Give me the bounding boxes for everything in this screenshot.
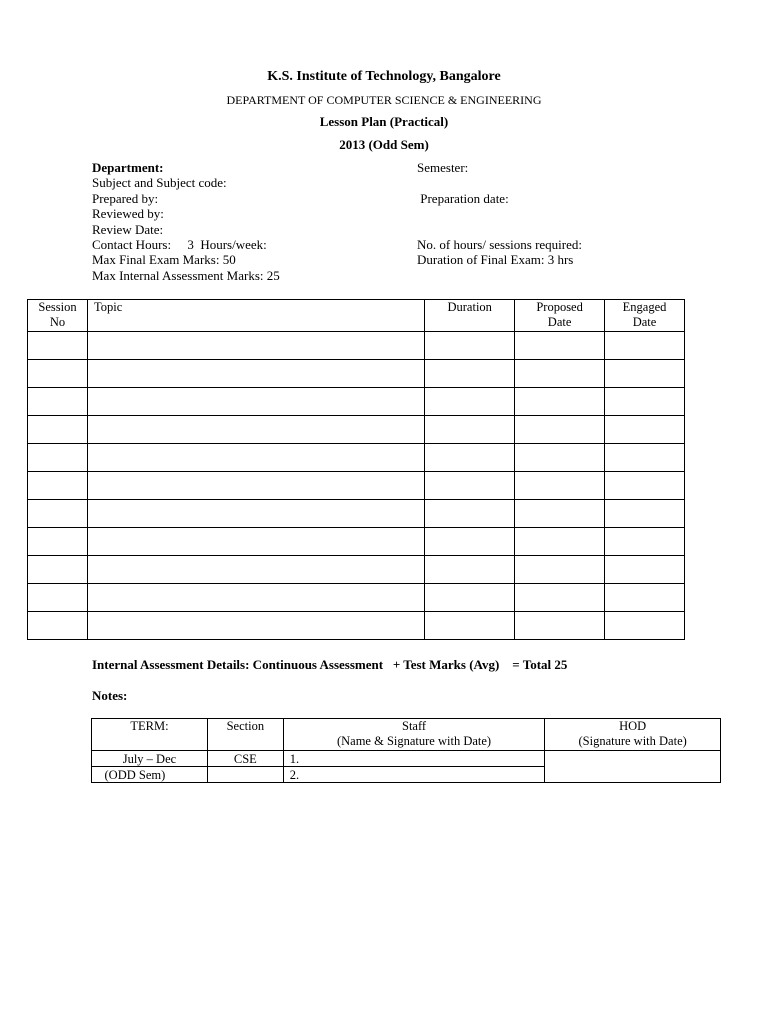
lesson-cell (605, 360, 685, 388)
staff-entry: 2. (283, 767, 544, 783)
lesson-cell (515, 556, 605, 584)
lesson-cell (28, 528, 88, 556)
lesson-cell (425, 388, 515, 416)
term-table-header (92, 719, 721, 751)
section-value: CSE (207, 751, 283, 767)
lesson-cell (87, 584, 424, 612)
lesson-cell (605, 472, 685, 500)
lesson-cell (605, 612, 685, 640)
lesson-row (28, 472, 685, 500)
hod-signature-cell (545, 751, 721, 783)
subject-code-label: Subject and Subject code: (92, 175, 227, 191)
lesson-cell (425, 360, 515, 388)
semester-label: Semester: (417, 160, 469, 175)
lesson-cell (28, 388, 88, 416)
lesson-row (28, 528, 685, 556)
section-empty-cell (207, 767, 283, 783)
lesson-cell (87, 500, 424, 528)
lesson-cell (87, 360, 424, 388)
lesson-cell (87, 528, 424, 556)
lesson-row (28, 444, 685, 472)
lesson-cell (515, 332, 605, 360)
institute-title: K.S. Institute of Technology, Bangalore (267, 69, 501, 84)
lesson-cell (515, 612, 605, 640)
lesson-cell (425, 584, 515, 612)
lesson-row (28, 556, 685, 584)
lesson-cell (28, 444, 88, 472)
lesson-row (28, 360, 685, 388)
lesson-table-header (28, 300, 685, 332)
review-date-label: Review Date: (92, 221, 164, 237)
plan-title: Lesson Plan (Practical) (319, 114, 449, 129)
lesson-cell (28, 556, 88, 584)
lesson-row (28, 500, 685, 528)
lesson-cell (425, 500, 515, 528)
lesson-cell (87, 332, 424, 360)
department-title: DEPARTMENT OF COMPUTER SCIENCE & ENGINEERING (226, 93, 542, 107)
engaged-date-header: Engaged Date (605, 300, 685, 332)
term-table (91, 718, 721, 783)
lesson-cell (515, 388, 605, 416)
lesson-row (28, 332, 685, 360)
lesson-cell (87, 416, 424, 444)
lesson-cell (515, 500, 605, 528)
lesson-cell (87, 472, 424, 500)
lesson-cell (425, 416, 515, 444)
lesson-cell (605, 332, 685, 360)
lesson-row (28, 612, 685, 640)
lesson-cell (605, 444, 685, 472)
lesson-cell (425, 472, 515, 500)
lesson-row (28, 584, 685, 612)
lesson-cell (425, 612, 515, 640)
lesson-cell (87, 612, 424, 640)
lesson-cell (515, 584, 605, 612)
topic-header: Topic (87, 300, 424, 332)
preparation-date-label: Preparation date: (417, 190, 509, 206)
lesson-cell (28, 416, 88, 444)
info-left-block (92, 160, 280, 283)
lesson-cell (515, 528, 605, 556)
lesson-cell (425, 556, 515, 584)
lesson-cell (605, 584, 685, 612)
prepared-by-label: Prepared by: (92, 190, 159, 206)
staff-header: Staff (Name & Signature with Date) (283, 719, 544, 751)
contact-hours-label: Contact Hours: 3 Hours/week: (92, 236, 267, 252)
lesson-cell (28, 472, 88, 500)
lesson-cell (28, 360, 88, 388)
lesson-cell (605, 500, 685, 528)
notes-label: Notes: (92, 688, 128, 703)
year-title: 2013 (Odd Sem) (339, 137, 429, 152)
lesson-cell (605, 388, 685, 416)
staff-entry: 1. (283, 751, 544, 767)
lesson-cell (28, 584, 88, 612)
internal-assessment-details: Internal Assessment Details: Continuous Assessment + Test Marks (Avg) = Total 25 (92, 657, 568, 672)
section-header: Section (207, 719, 283, 751)
lesson-table-body (28, 332, 685, 640)
lesson-cell (425, 332, 515, 360)
lesson-cell (425, 528, 515, 556)
max-final-marks-label: Max Final Exam Marks: 50 (92, 252, 236, 268)
lesson-cell (605, 528, 685, 556)
lesson-row (28, 416, 685, 444)
lesson-cell (28, 500, 88, 528)
hod-header: HOD (Signature with Date) (545, 719, 721, 751)
info-right-block (417, 160, 582, 268)
proposed-date-header: Proposed Date (515, 300, 605, 332)
lesson-cell (605, 416, 685, 444)
term-header: TERM: (92, 719, 208, 751)
lesson-cell (515, 416, 605, 444)
session-no-header: Session No (28, 300, 88, 332)
max-ia-marks-label: Max Internal Assessment Marks: 25 (92, 267, 280, 283)
lesson-cell (87, 388, 424, 416)
lesson-cell (515, 444, 605, 472)
lesson-cell (87, 556, 424, 584)
lesson-cell (605, 556, 685, 584)
lesson-cell (515, 360, 605, 388)
term-sem-value: (ODD Sem) (92, 767, 208, 783)
lesson-cell (28, 612, 88, 640)
lesson-cell (87, 444, 424, 472)
lesson-table (27, 299, 685, 640)
duration-header: Duration (425, 300, 515, 332)
hours-required-label: No. of hours/ sessions required: (417, 236, 583, 252)
lesson-cell (28, 332, 88, 360)
final-exam-duration-label: Duration of Final Exam: 3 hrs (417, 252, 574, 268)
lesson-cell (425, 444, 515, 472)
term-row (92, 751, 721, 767)
lesson-cell (515, 472, 605, 500)
department-field-label: Department: (92, 160, 164, 175)
lesson-row (28, 388, 685, 416)
reviewed-by-label: Reviewed by: (92, 206, 164, 222)
term-value: July – Dec (92, 751, 208, 767)
